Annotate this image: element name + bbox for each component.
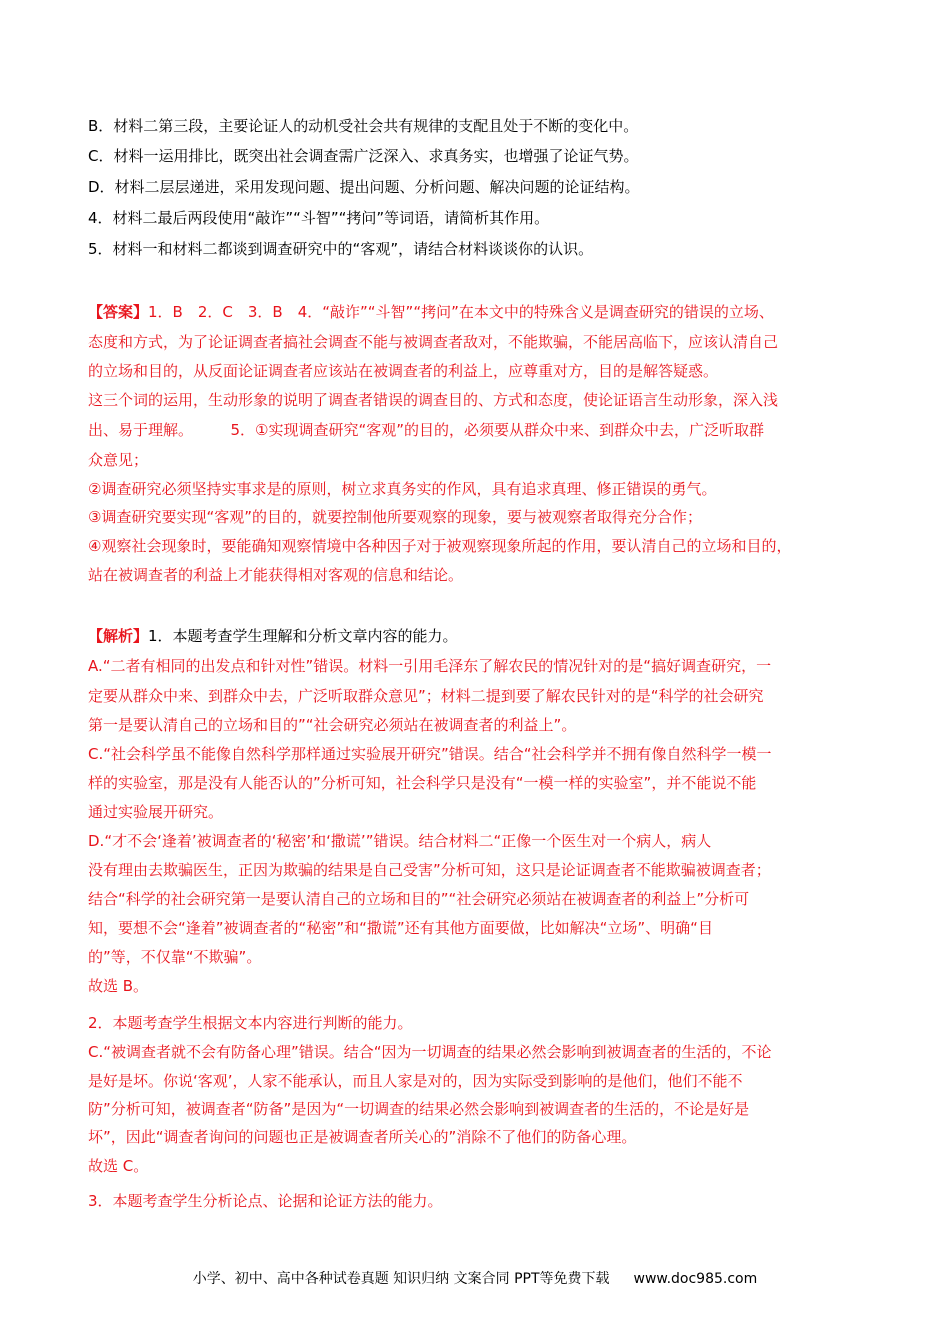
analysis-q2-intro: 2．本题考查学生根据文本内容进行判断的能力。 <box>88 1014 413 1032</box>
footer-text: 小学、初中、高中各种试卷真题 知识归纳 文案合同 PPT等免费下载 <box>192 1271 610 1287</box>
page-footer <box>0 1268 950 1288</box>
analysis-d-line-2: 没有理由去欺骗医生，正因为欺骗的结果是自己受害”分析可知，这只是论证调查者不能欺骗被调查者； <box>88 861 771 879</box>
analysis-choose-2: 故选 C。 <box>88 1157 149 1175</box>
analysis-q2-line-3: 防”分析可知，被调查者“防备”是因为“一切调查的结果必然会影响到被调查者的生活的，不论是好是 <box>88 1100 750 1118</box>
analysis-a-line-3: 第一是要认清自己的立场和目的”“社会研究必须站在被调查者的利益上”。 <box>88 716 577 734</box>
answer-line-1: 【答案】1．B 2．C 3．B 4．“敲诈”“斗智”“拷问”在本文中的特殊含义是调查研究的错误的立场、 <box>88 303 774 321</box>
analysis-q2-line-4: 坏”，因此“调查者询问的问题也正是被调查者所关心的”消除不了他们的防备心理。 <box>88 1128 637 1146</box>
analysis-d-line-1: D.“才不会‘逢着’被调查者的‘秘密’和‘撒谎’”错误。结合材料二“正像一个医生对一个病人，病人 <box>88 832 712 850</box>
answer-line-6: 众意见； <box>88 451 149 469</box>
analysis-intro: 【解析】1．本题考查学生理解和分析文章内容的能力。 <box>88 627 458 645</box>
footer-url[interactable]: www.doc985.com <box>633 1271 758 1287</box>
analysis-q3-intro: 3．本题考查学生分析论点、论据和论证方法的能力。 <box>88 1192 443 1210</box>
analysis-c-line-1: C.“社会科学虽不能像自然科学那样通过实验展开研究”错误。结合“社会科学并不拥有像自然科学一模一 <box>88 745 772 763</box>
answer-line-8: ③调查研究要实现“客观”的目的，就要控制他所要观察的现象，要与被观察者取得充分合作； <box>88 508 702 526</box>
analysis-label: 【解析】 <box>88 627 149 645</box>
analysis-q2-line-2: 是好是坏。你说‘客观’，人家不能承认，而且人家是对的，因为实际受到影响的是他们，他们不能不 <box>88 1072 743 1090</box>
analysis-d-line-5: 的”等，不仅靠“不欺骗”。 <box>88 948 262 966</box>
answer-line-3: 的立场和目的，从反面论证调查者应该站在被调查者的利益上，应尊重对方，目的是解答疑惑。 <box>88 362 719 380</box>
analysis-a-line-1: A.“二者有相同的出发点和针对性”错误。材料一引用毛泽东了解农民的情况针对的是“搞好调查研究，一 <box>88 657 772 675</box>
option-d: D．材料二层层递进，采用发现问题、提出问题、分析问题、解决问题的论证结构。 <box>88 178 640 196</box>
answer-line-4: 这三个词的运用，生动形象的说明了调查者错误的调查目的、方式和态度，使论证语言生动形象，深入浅 <box>88 391 779 409</box>
answer-label: 【答案】 <box>88 303 149 321</box>
answer-line-9: ④观察社会现象时，要能确知观察情境中各种因子对于被观察现象所起的作用，要认清自己的立场和目的， <box>88 537 792 555</box>
analysis-c-line-2: 样的实验室，那是没有人能否认的”分析可知，社会科学只是没有“一模一样的实验室”，并不能说不能 <box>88 774 757 792</box>
option-b: B．材料二第三段，主要论证人的动机受社会共有规律的支配且处于不断的变化中。 <box>88 117 639 135</box>
analysis-choose-1: 故选 B。 <box>88 977 149 995</box>
option-c: C．材料一运用排比，既突出社会调查需广泛深入、求真务实，也增强了论证气势。 <box>88 147 639 165</box>
question-5: 5．材料一和材料二都谈到调查研究中的“客观”，请结合材料谈谈你的认识。 <box>88 240 594 258</box>
analysis-d-line-3: 结合“科学的社会研究第一是要认清自己的立场和目的”“社会研究必须站在被调查者的利益上”分析可 <box>88 890 750 908</box>
analysis-c-line-3: 通过实验展开研究。 <box>88 803 224 821</box>
answer-line-2: 态度和方式，为了论证调查者搞社会调查不能与被调查者敌对，不能欺骗，不能居高临下，应该认清自己 <box>88 333 779 351</box>
analysis-a-line-2: 定要从群众中来、到群众中去，广泛听取群众意见”；材料二提到要了解农民针对的是“科学的社会研究 <box>88 687 764 705</box>
analysis-q2-line-1: C.“被调查者就不会有防备心理”错误。结合“因为一切调查的结果必然会影响到被调查者的生活的，不论 <box>88 1043 772 1061</box>
analysis-d-line-4: 知，要想不会“逢着”被调查者的“秘密”和“撒谎”还有其他方面要做，比如解决“立场”、明确“目 <box>88 919 713 937</box>
answer-line-10: 站在被调查者的利益上才能获得相对客观的信息和结论。 <box>88 566 464 584</box>
answer-line-7: ②调查研究必须坚持实事求是的原则，树立求真务实的作风，具有追求真理、修正错误的勇气。 <box>88 480 717 498</box>
answer-line-5: 出、易于理解。 5．①实现调查研究“客观”的目的，必须要从群众中来、到群众中去，广泛听取群 <box>88 421 765 439</box>
question-4: 4．材料二最后两段使用“敲诈”“斗智”“拷问”等词语，请简析其作用。 <box>88 209 550 227</box>
